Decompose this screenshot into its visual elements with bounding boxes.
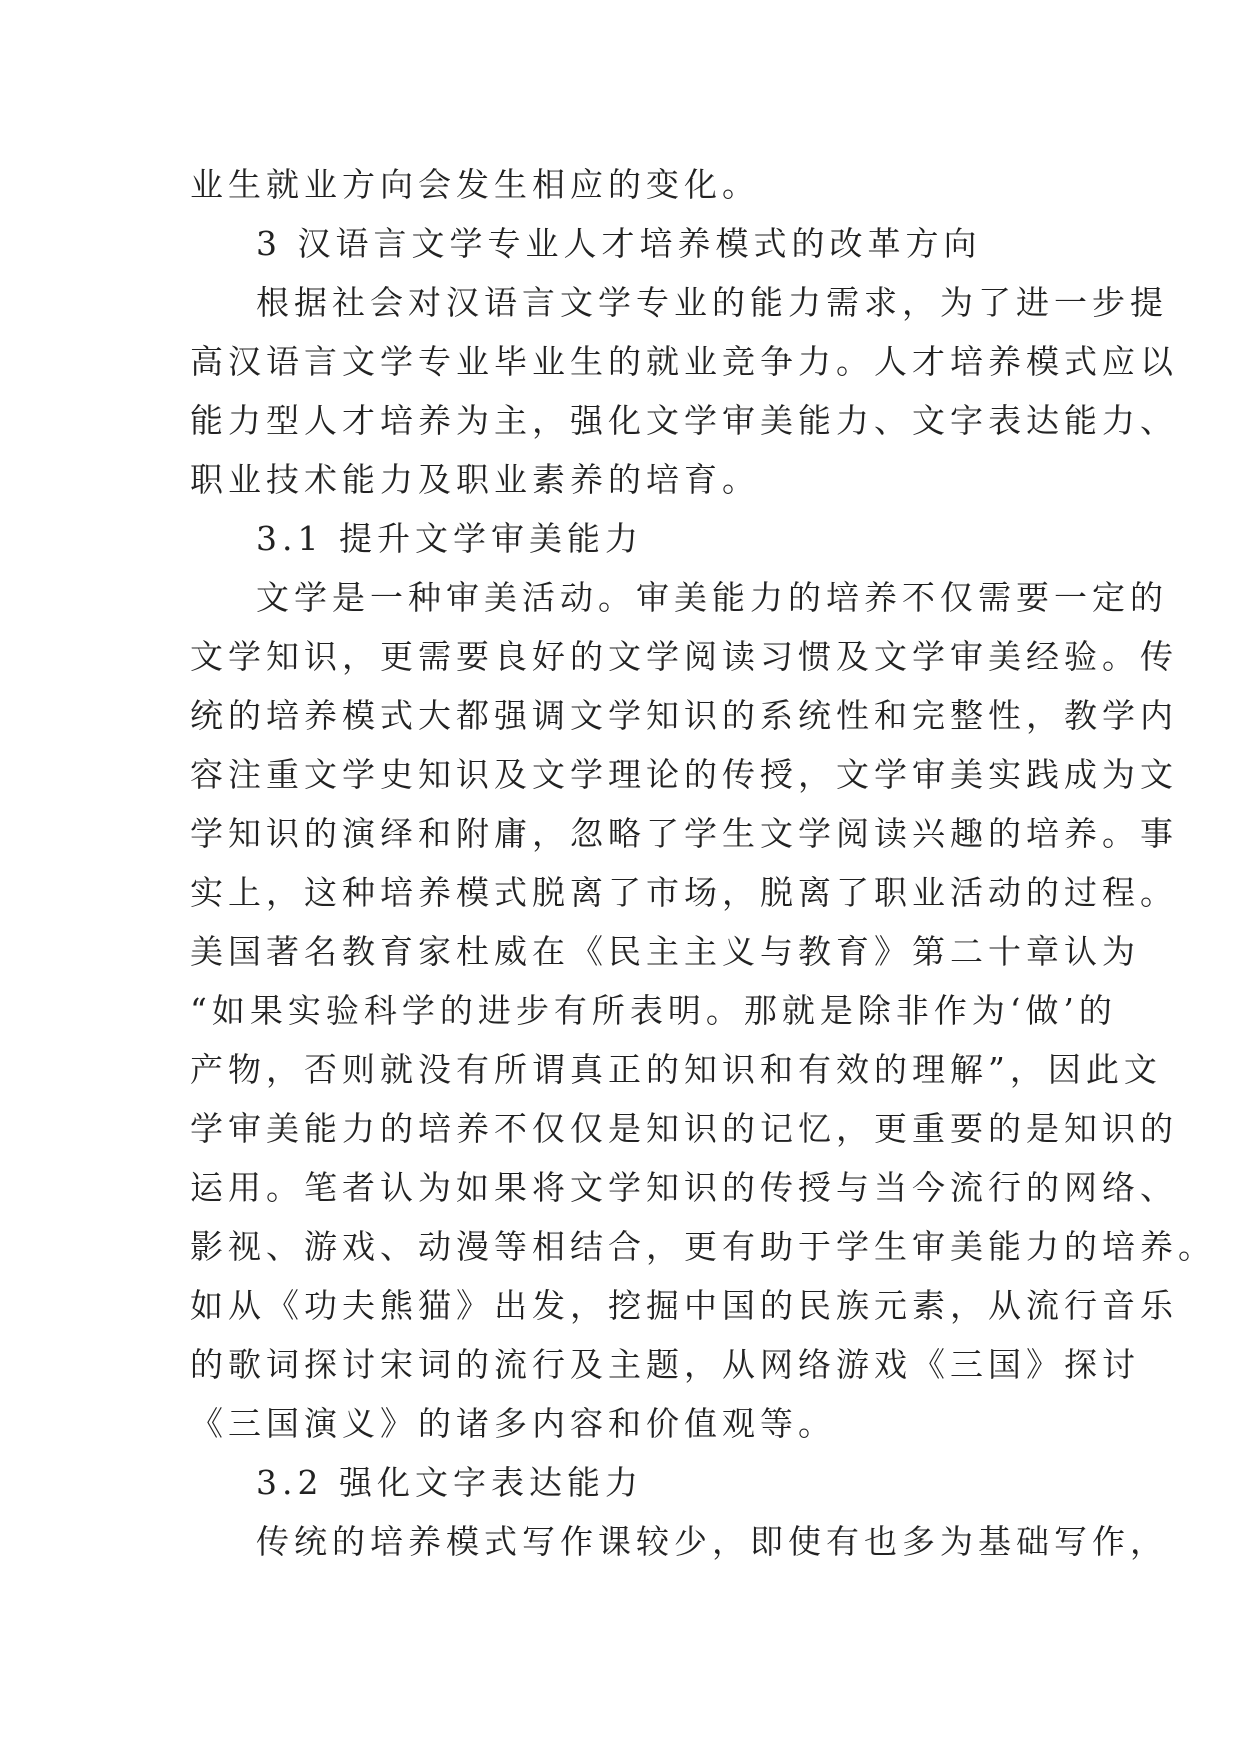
text-line: 学审美能力的培养不仅仅是知识的记忆，更重要的是知识的 <box>190 1109 1178 1148</box>
text-line: 统的培养模式大都强调文学知识的系统性和完整性，教学内 <box>190 696 1178 735</box>
text-line: 文学知识，更需要良好的文学阅读习惯及文学审美经验。传 <box>190 637 1178 676</box>
text-line: 容注重文学史知识及文学理论的传授，文学审美实践成为文 <box>190 755 1178 794</box>
text-line: 影视、游戏、动漫等相结合，更有助于学生审美能力的培养。 <box>190 1227 1216 1266</box>
text-line: 的歌词探讨宋词的流行及主题，从网络游戏《三国》探讨 <box>190 1345 1140 1384</box>
text-line: 如从《功夫熊猫》出发，挖掘中国的民族元素，从流行音乐 <box>190 1286 1178 1325</box>
paragraph-first-line: 文学是一种审美活动。审美能力的培养不仅需要一定的 <box>256 578 1168 617</box>
text-line: 业生就业方向会发生相应的变化。 <box>190 165 760 204</box>
paragraph-first-line: 根据社会对汉语言文学专业的能力需求，为了进一步提 <box>256 283 1168 322</box>
subsection-heading: 3.2 强化文字表达能力 <box>256 1463 643 1502</box>
text-line: 美国著名教育家杜威在《民主主义与教育》第二十章认为 <box>190 932 1140 971</box>
text-line: 产物，否则就没有所谓真正的知识和有效的理解”，因此文 <box>190 1050 1162 1089</box>
subsection-heading: 3.1 提升文学审美能力 <box>256 519 643 558</box>
text-line: 《三国演义》的诸多内容和价值观等。 <box>190 1404 836 1443</box>
text-line: 学知识的演绎和附庸，忽略了学生文学阅读兴趣的培养。事 <box>190 814 1178 853</box>
text-line: 运用。笔者认为如果将文学知识的传授与当今流行的网络、 <box>190 1168 1178 1207</box>
paragraph-first-line: 传统的培养模式写作课较少，即使有也多为基础写作， <box>256 1522 1168 1561</box>
text-line: 实上，这种培养模式脱离了市场，脱离了职业活动的过程。 <box>190 873 1178 912</box>
section-heading: 3 汉语言文学专业人才培养模式的改革方向 <box>256 224 982 263</box>
body-text <box>190 155 1216 1571</box>
text-line: 职业技术能力及职业素养的培育。 <box>190 460 760 499</box>
text-line: “如果实验科学的进步有所表明。那就是除非作为‘做’的 <box>190 991 1117 1030</box>
text-line: 高汉语言文学专业毕业生的就业竞争力。人才培养模式应以 <box>190 342 1178 381</box>
text-line: 能力型人才培养为主，强化文学审美能力、文字表达能力、 <box>190 401 1178 440</box>
